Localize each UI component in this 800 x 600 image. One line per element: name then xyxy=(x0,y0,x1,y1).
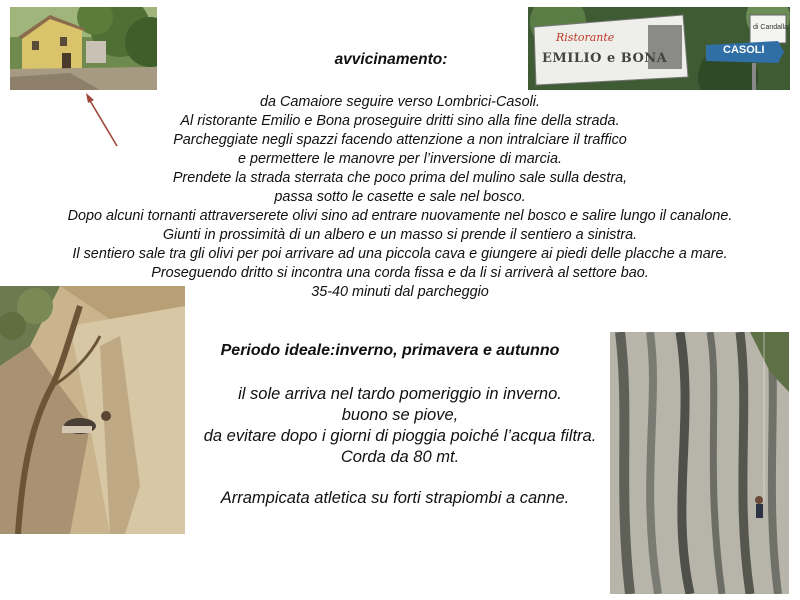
small-direction-sign: di Candalla xyxy=(753,24,789,31)
approach-line: passa sotto le casette e sale nel bosco. xyxy=(274,189,526,205)
casoli-arrow-sign: CASOLI xyxy=(723,44,765,56)
approach-line: Al ristorante Emilio e Bona proseguire dritti sino alla fine della strada. xyxy=(180,113,620,129)
climbing-note: Arrampicata atletica su forti strapiombi a canne. xyxy=(220,489,570,507)
period-line: Corda da 80 mt. xyxy=(340,448,460,466)
approach-line: Prendete la strada sterrata che poco prima del mulino sale sulla destra, xyxy=(172,170,628,186)
period-line: da evitare dopo i giorni di pioggia poiché l’acqua filtra. xyxy=(203,427,597,445)
restaurant-sign-name: EMILIO e BONA xyxy=(542,51,668,66)
house-photo xyxy=(10,7,157,90)
period-line: il sole arriva nel tardo pomeriggio in inverno. xyxy=(238,385,562,403)
approach-line: Dopo alcuni tornanti attraverserete olivi sino ad entrare nuovamente nel bosco e salire lungo il canalone. xyxy=(67,208,733,224)
restaurant-sign-photo xyxy=(528,7,790,90)
period-line: buono se piove, xyxy=(341,406,459,424)
approach-line: 35-40 minuti dal parcheggio xyxy=(311,284,489,300)
approach-text xyxy=(0,93,800,302)
climbing-wall-photo-right xyxy=(610,332,789,594)
approach-heading: avvicinamento: xyxy=(334,51,448,68)
approach-line: da Camaiore seguire verso Lombrici-Casoli. xyxy=(260,94,540,110)
approach-line: Giunti in prossimità di un albero e un masso si prende il sentiero a sinistra. xyxy=(162,227,638,243)
approach-line: e permettere le manovre per l’inversione di marcia. xyxy=(238,151,562,167)
approach-line: Proseguendo dritto si incontra una corda fissa e da li si arriverà al settore bao. xyxy=(151,265,649,281)
approach-line: Parcheggiate negli spazzi facendo attenzione a non intralciare il traffico xyxy=(173,132,627,148)
period-heading: Periodo ideale:inverno, primavera e autunno xyxy=(220,342,560,359)
approach-line: Il sentiero sale tra gli olivi per poi arrivare ad una piccola cava e giungere ai piedi delle placche a mare. xyxy=(72,246,728,262)
restaurant-sign-top: Ristorante xyxy=(556,31,615,44)
